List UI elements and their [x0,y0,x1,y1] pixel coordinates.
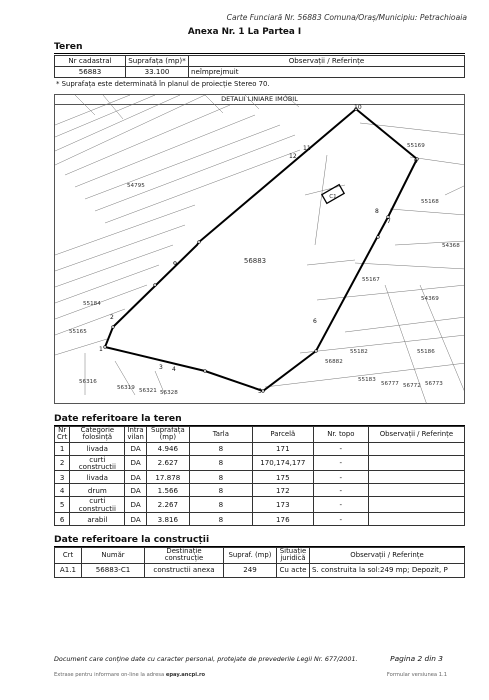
neighbour-56882: 56882 [325,359,343,365]
cell-categorie: arabil [70,513,125,526]
col-crt: Crt [55,548,82,564]
col-nr-topo: Nr. topo [313,427,368,443]
land-details-section-title: Date referitoare la teren [54,413,182,424]
col-situatie: Situație juridică [277,548,310,564]
neighbour-55182: 55182 [350,349,368,355]
col-intravilan: Intra vilan [125,427,146,443]
col-observatii: Observații / Referințe [368,427,464,443]
land-details-table [54,426,465,526]
cell-observatii [368,442,464,455]
privacy-disclaimer: Document care conține date cu caracter personal, protejate de prevederile Legii Nr. 677/2001. [54,655,358,663]
point-8-label: 8 [375,208,379,215]
point-12-label: 12 [289,153,297,160]
cell-tarla: 8 [189,442,252,455]
cell-observatii [368,455,464,471]
extract-prefix: Extrase pentru informare on-line la adresa [54,672,165,678]
neighbour-55184: 55184 [83,301,101,307]
neighbour-56319: 56319 [117,385,135,391]
teren-divider [54,53,465,54]
neighbour-56328: 56328 [160,390,178,396]
document-header-title: Carte Funciară Nr. 56883 Comuna/Oraș/Municipiu: Petrachioaia [226,13,467,22]
cell-suprafata: 3.816 [146,513,189,526]
table-row [55,471,465,484]
table-row [55,455,465,471]
cell-intravilan: DA [125,455,146,471]
epay-link[interactable]: epay.ancpi.ro [165,672,206,678]
cell-nr: 1 [55,442,70,455]
cell-parcela: 172 [252,484,313,497]
projection-note: * Suprafața este determinată în planul de proiecție Stereo 70. [56,80,270,88]
extract-info [54,672,205,678]
col-suprafata: Suprafața (mp) [146,427,189,443]
cell-nr: 5 [55,497,70,513]
cell-tarla: 8 [189,484,252,497]
cell-observatii: S. construita la sol:249 mp; Depozit, P [310,563,465,577]
neighbour-56772: 56772 [403,383,421,389]
cell-observatii [368,513,464,526]
constructions-section-title: Date referitoare la construcții [54,534,210,545]
col-suprafata: Supraf. (mp) [224,548,277,564]
point-6-label: 6 [313,318,317,325]
col-numar: Număr [82,548,145,564]
cell-parcela: 171 [252,442,313,455]
neighbour-56316: 56316 [79,379,97,385]
neighbour-55169: 55169 [407,143,425,149]
table-row [55,484,465,497]
neighbour-55186: 55186 [417,349,435,355]
cell-intravilan: DA [125,442,146,455]
cell-suprafata: 2.627 [146,455,189,471]
parcel-number-label: 56883 [243,257,267,265]
cell-situatie: Cu acte [277,563,310,577]
cell-suprafata: 4.946 [146,442,189,455]
cell-nr-topo: - [313,471,368,484]
cell-observatii [368,484,464,497]
cell-tarla: 8 [189,471,252,484]
cell-nr-topo: - [313,513,368,526]
neighbour-56773: 56773 [425,381,443,387]
point-9-label: 9 [414,158,418,165]
cell-categorie: livada [70,442,125,455]
cell-categorie: drum [70,484,125,497]
header-observatii: Observații / Referințe [189,56,465,67]
point-4-label: 4 [172,366,176,373]
cell-parcela: 173 [252,497,313,513]
table-row [55,497,465,513]
table-row [55,513,465,526]
neighbour-56321: 56321 [139,388,157,394]
cell-parcela: 175 [252,471,313,484]
neighbour-55168: 55168 [421,199,439,205]
parcel-boundary [105,109,417,391]
map-drawing [55,95,465,404]
col-categorie: Categorie folosință [70,427,125,443]
form-version: Formular versiunea 1.1 [386,672,447,678]
table-row [55,442,465,455]
cell-suprafata: 33.100 [126,67,189,78]
neighbour-55183: 55183 [358,377,376,383]
cell-suprafata: 249 [224,563,277,577]
map-title: DETALII LINIARE IMOBIL [55,95,464,105]
neighbour-54369: 54369 [421,296,439,302]
col-parcela: Parcelă [252,427,313,443]
cell-suprafata: 17.878 [146,471,189,484]
col-destinatie: Destinație construcție [145,548,224,564]
point-1-label: 1 [99,346,103,353]
cell-categorie: livada [70,471,125,484]
cell-nr-topo: - [313,497,368,513]
col-observatii: Observații / Referințe [310,548,465,564]
cell-nr-cadastral: 56883 [55,67,126,78]
page-number: Pagina 2 din 3 [390,654,443,663]
cell-suprafata: 1.566 [146,484,189,497]
cell-categorie: curti constructii [70,455,125,471]
point-2-label: 2 [110,314,114,321]
cell-numar: 56883-C1 [82,563,145,577]
cell-nr: 2 [55,455,70,471]
cell-categorie: curti constructii [70,497,125,513]
point-7-label: 7 [387,218,391,225]
header-nr-cadastral: Nr cadastral [55,56,126,67]
neighbour-54368: 54368 [442,243,460,249]
building-c1-label: C1 [329,194,337,200]
point-5-label: 5 [258,388,262,395]
hatch-lines [55,95,465,404]
cell-tarla: 8 [189,513,252,526]
cell-nr: 3 [55,471,70,484]
cell-intravilan: DA [125,497,146,513]
constructions-table [54,547,465,578]
table-row [55,563,465,577]
col-nr-crt: Nr Crt [55,427,70,443]
cadastral-map [54,94,465,404]
teren-table [54,55,465,78]
cell-parcela: 176 [252,513,313,526]
cell-tarla: 8 [189,497,252,513]
cell-observatii: neîmprejmuit [189,67,465,78]
cell-suprafata: 2.267 [146,497,189,513]
cell-intravilan: DA [125,484,146,497]
cell-nr-topo: - [313,455,368,471]
neighbour-55165: 55165 [69,329,87,335]
neighbour-56777: 56777 [381,381,399,387]
cell-nr-topo: - [313,484,368,497]
cell-crt: A1.1 [55,563,82,577]
header-suprafata: Suprafața (mp)* [126,56,189,67]
point-10-label: 10 [354,104,362,111]
cell-observatii [368,471,464,484]
cell-destinatie: constructii anexa [145,563,224,577]
neighbour-54795: 54795 [127,183,145,189]
annex-title: Anexa Nr. 1 La Partea I [187,27,302,37]
cell-nr: 4 [55,484,70,497]
teren-section-title: Teren [54,41,83,52]
point-11-label: 11 [303,145,311,152]
cell-tarla: 8 [189,455,252,471]
cell-nr: 6 [55,513,70,526]
cell-parcela: 170,174,177 [252,455,313,471]
cell-nr-topo: - [313,442,368,455]
col-tarla: Tarla [189,427,252,443]
cell-intravilan: DA [125,513,146,526]
cell-observatii [368,497,464,513]
point-3-label: 3 [159,364,163,371]
neighbour-55167: 55167 [362,277,380,283]
cell-intravilan: DA [125,471,146,484]
